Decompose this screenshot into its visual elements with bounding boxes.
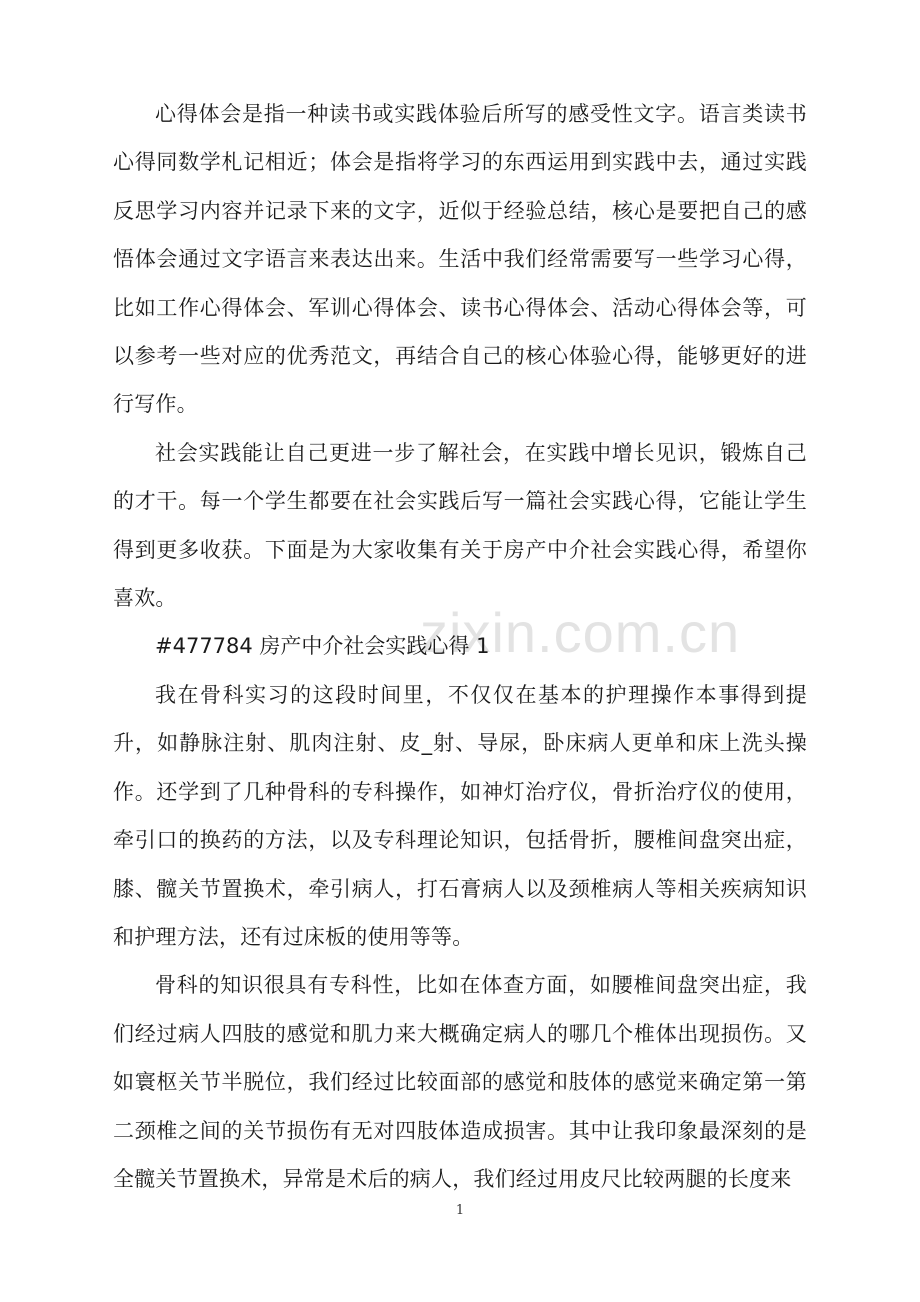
document-body: [113, 90, 807, 1203]
paragraph-intro: 心得体会是指一种读书或实践体验后所写的感受性文字。语言类读书心得同数学札记相近；体会是指将学习的东西运用到实践中去，通过实践反思学习内容并记录下来的文字，近似于经验总结，核心是要把自己的感悟体会通过文字语言来表达出来。生活中我们经常需要写一些学习心得，比如工作心得体会、军训心得体会、读书心得体会、活动心得体会等，可以参考一些对应的优秀范文，再结合自己的核心体验心得，能够更好的进行写作。: [113, 102, 807, 417]
section-heading: #477784 房产中介社会实践心得 1: [155, 634, 490, 659]
paragraph-body-1: 我在骨科实习的这段时间里，不仅仅在基本的护理操作本事得到提升，如静脉注射、肌肉注射、皮_射、导尿，卧床病人更单和床上洗头操作。还学到了几种骨科的专科操作，如神灯治疗仪，骨折治疗仪的使用，牵引口的换药的方法，以及专科理论知识，包括骨折，腰椎间盘突出症，膝、髋关节置换术，牵引病人，打石膏病人以及颈椎病人等相关疾病知识和护理方法，还有过床板的使用等等。: [113, 682, 807, 949]
page-number: 1: [455, 1203, 465, 1218]
watermark: zixin.com.cn: [420, 601, 741, 664]
paragraph-summary: 社会实践能让自己更进一步了解社会，在实践中增长见识，锻炼自己的才干。每一个学生都要在社会实践后写一篇社会实践心得，它能让学生得到更多收获。下面是为大家收集有关于房产中介社会实践心得，希望你喜欢。: [113, 440, 807, 611]
paragraph-body-2: 骨科的知识很具有专科性，比如在体查方面，如腰椎间盘突出症，我们经过病人四肢的感觉和肌力来大概确定病人的哪几个椎体出现损伤。又如寰枢关节半脱位，我们经过比较面部的感觉和肢体的感觉来确定第一第二颈椎之间的关节损伤有无对四肢体造成损害。其中让我印象最深刻的是全髋关节置换术，异常是术后的病人，我们经过用皮尺比较两腿的长度来: [113, 973, 807, 1191]
